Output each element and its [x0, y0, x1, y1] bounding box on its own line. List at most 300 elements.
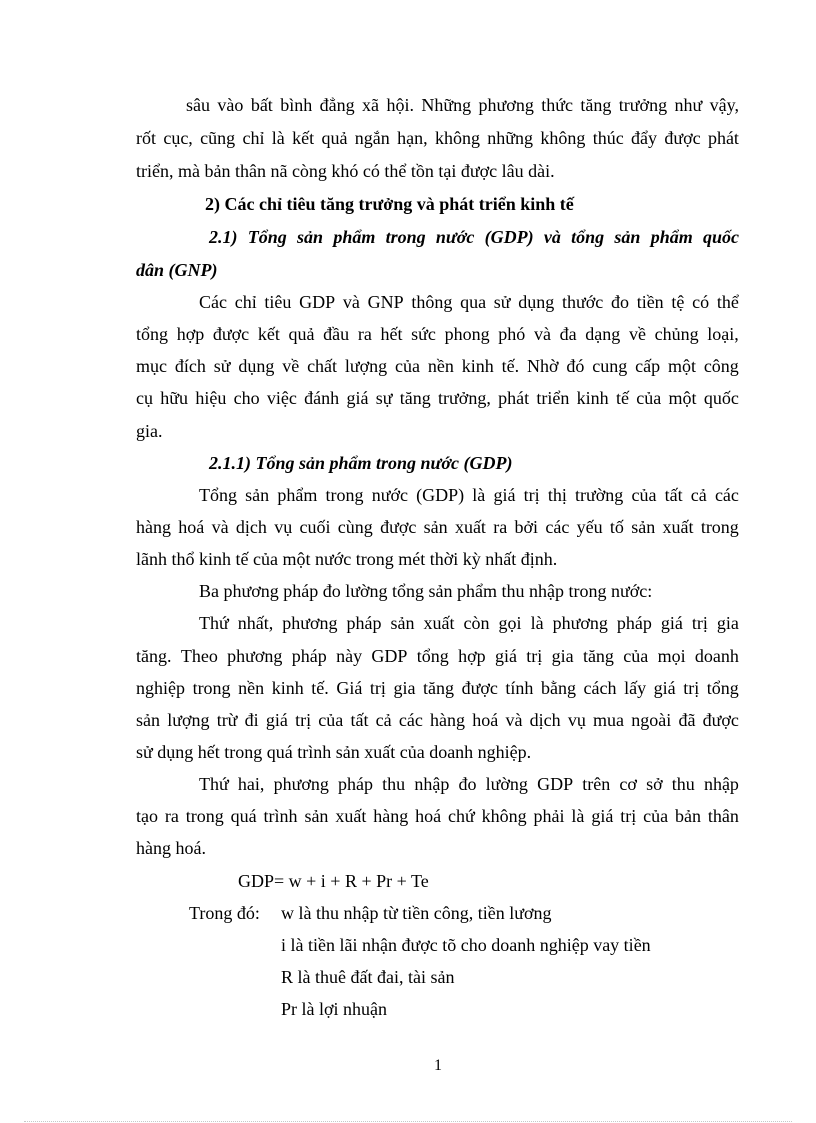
word: tiền [636, 292, 664, 312]
heading-section-2-1-line-1 [209, 226, 739, 248]
word: được [461, 678, 498, 698]
word: Thứ [199, 613, 229, 633]
word: của [643, 806, 669, 826]
paragraph-gdp-gnp-line-2 [136, 323, 739, 345]
word: chứ [448, 806, 475, 826]
paragraph-methods [199, 580, 652, 602]
word: chỉ [234, 292, 257, 312]
paragraph-gdp-gnp-line-1 [199, 291, 739, 313]
word: công [703, 356, 739, 376]
word: trị [691, 613, 708, 633]
word: gia [716, 613, 739, 633]
word: pháp [338, 774, 374, 794]
word: nước [371, 485, 408, 505]
word: của [318, 710, 344, 730]
word: giá [494, 646, 517, 666]
word: tiêu [264, 292, 292, 312]
paragraph-first-line-1 [199, 612, 739, 634]
paragraph-first-line-5 [136, 741, 531, 763]
text-gdp-gnp-2 [136, 323, 739, 345]
word: nghiệp [136, 678, 185, 698]
word: cung [592, 356, 628, 376]
word: phó [498, 324, 526, 344]
word: vụ [567, 710, 586, 730]
paragraph-second-line-1 [199, 773, 739, 795]
text-second-1 [199, 773, 739, 795]
text-gdp-def-3: lãnh thổ kinh tế của một nước trong mét thời kỳ nhất định. [136, 549, 558, 569]
word: tế [615, 388, 629, 408]
word: tệ [671, 292, 685, 312]
word: hữu [160, 388, 189, 408]
word: dạng [585, 324, 621, 344]
where-item-r [281, 966, 454, 988]
where-item-i-text: i là tiền lãi nhận được tõ cho doanh nghiệp vay tiền [281, 935, 651, 955]
heading-2-1-1-text: 2.1.1) Tổng sản phẩm trong nước (GDP) [209, 453, 513, 473]
word: vậy, [709, 95, 739, 115]
word: nền [238, 678, 265, 698]
paragraph-gdp-gnp-line-3 [136, 355, 739, 377]
text-gdp-def-1 [199, 484, 739, 506]
paragraph-intro-line-1 [186, 94, 739, 116]
text-gdp-gnp-3 [136, 355, 739, 377]
word: trị [369, 678, 386, 698]
word: thước [561, 292, 604, 312]
word: trị [523, 485, 540, 505]
word: sở [646, 774, 663, 794]
word: xuất [423, 613, 455, 633]
word: Các [199, 292, 227, 312]
word: kết [292, 128, 315, 148]
word: đo [610, 292, 629, 312]
word: không [540, 128, 586, 148]
word: là [530, 613, 544, 633]
text-gdp-gnp-4 [136, 387, 739, 409]
word: lấy [624, 678, 647, 698]
text-methods: Ba phương pháp đo lường tổng sản phẩm thu nhập trong nước: [199, 581, 653, 601]
word: hàng [136, 517, 171, 537]
word: không [434, 128, 480, 148]
word: tế. [311, 678, 329, 698]
word: không [481, 806, 527, 826]
word: pháp [291, 646, 327, 666]
word: quả [288, 324, 315, 344]
word: ra [493, 517, 508, 537]
word: sức [411, 324, 436, 344]
word: quốc [702, 227, 739, 247]
paragraph-second-line-2 [136, 805, 739, 827]
word: giá [591, 806, 614, 826]
word: yếu [576, 517, 603, 537]
word: kết [257, 324, 280, 344]
text-intro-3: triển, mà bản thân nã còng khó có thể tồn tại được lâu dài. [136, 161, 555, 181]
word: tổng [136, 324, 169, 344]
word: tất [350, 710, 369, 730]
word: lường [485, 774, 528, 794]
word: giá [346, 388, 369, 408]
word: gia [551, 646, 574, 666]
word: được [212, 324, 250, 344]
word: nhập [414, 774, 450, 794]
word: gia [393, 678, 416, 698]
text-first-2 [136, 645, 739, 667]
word: chỉ [242, 128, 265, 148]
word: sản [136, 710, 160, 730]
word: trên [582, 774, 611, 794]
word: đó [566, 356, 585, 376]
word: việc [266, 388, 297, 408]
word: thu [382, 774, 406, 794]
word: dịch [529, 710, 561, 730]
word: phát [498, 388, 530, 408]
word: sử [493, 292, 511, 312]
word: đa [559, 324, 577, 344]
word: được [380, 517, 417, 537]
heading-2-1-text-2: dân (GNP) [136, 260, 218, 280]
word: thu [671, 774, 695, 794]
word: đẳng [319, 95, 355, 115]
footer-divider [24, 1121, 792, 1122]
word: hàng [430, 710, 466, 730]
word: tăng. [136, 646, 172, 666]
word: tế. [501, 356, 520, 376]
word: phát [707, 128, 739, 148]
word: hợp [176, 324, 205, 344]
word: kinh [576, 388, 609, 408]
word: vụ [274, 517, 293, 537]
where-label-text: Trong đó: [189, 903, 260, 923]
word: Tổng [199, 485, 237, 505]
word: xuất [454, 517, 486, 537]
word: bình [280, 95, 313, 115]
text-first-4 [136, 709, 739, 731]
word: đầu [323, 324, 350, 344]
text-intro-1 [186, 94, 739, 116]
word: hội. [386, 95, 414, 115]
word: lượng [344, 356, 388, 376]
word: sản [423, 517, 448, 537]
word: dịch [235, 517, 267, 537]
word: cũng [200, 128, 236, 148]
word: tạo [136, 806, 158, 826]
word: bản [674, 806, 701, 826]
word: và [211, 517, 229, 537]
word: ra [357, 324, 372, 344]
word: xuất [335, 806, 367, 826]
word: (GDP) [416, 485, 465, 505]
word: hoá [415, 806, 442, 826]
word: hiệu [195, 388, 227, 408]
word: trong [325, 485, 364, 505]
word: Thứ [199, 774, 229, 794]
word: một [667, 356, 696, 376]
word: thể [716, 292, 739, 312]
word: hết [380, 324, 403, 344]
word: mọi [657, 646, 686, 666]
word: trưởng, [438, 388, 491, 408]
word: sản [390, 613, 415, 633]
heading-section-2-1-line-2 [136, 259, 218, 281]
text-second-2 [136, 805, 739, 827]
word: trị [526, 646, 543, 666]
word: những [487, 128, 534, 148]
word: đi [244, 710, 259, 730]
word: đã [678, 710, 696, 730]
word: dụng [238, 356, 275, 376]
word: cho [233, 388, 260, 408]
paragraph-intro-line-3 [136, 160, 555, 182]
word: đích [174, 356, 206, 376]
paragraph-second-line-3 [136, 837, 206, 859]
paragraph-gdp-gnp-line-4 [136, 387, 739, 409]
gdp-formula-text: GDP= w + i + R + Pr + Te [238, 871, 429, 891]
word: giá [660, 613, 683, 633]
word: cả [690, 485, 707, 505]
paragraph-gdp-def-line-1 [199, 484, 739, 506]
page-number: 1 [434, 1057, 442, 1074]
where-item-w-text: w là thu nhập từ tiền công, tiền lương [281, 903, 552, 923]
word: cuối [299, 517, 331, 537]
paragraph-gdp-gnp-line-5 [136, 420, 163, 442]
word: pháp [616, 613, 652, 633]
word: hoá [178, 517, 205, 537]
word: giá [493, 485, 516, 505]
word: một [668, 388, 697, 408]
word: đo [458, 774, 477, 794]
where-label [189, 902, 260, 924]
gdp-formula [238, 870, 429, 892]
word: ngắn [354, 128, 390, 148]
word: và [543, 227, 561, 247]
word: sản [297, 227, 324, 247]
word: còn [463, 613, 490, 633]
where-item-pr-text: Pr là lợi nhuận [281, 999, 388, 1019]
word: của [623, 646, 649, 666]
word: sử [213, 356, 231, 376]
word: tăng [423, 678, 455, 698]
word: tăng [582, 646, 614, 666]
word: cấp [635, 356, 661, 376]
word: phương [282, 613, 338, 633]
paragraph-gdp-def-line-2 [136, 516, 739, 538]
text-intro-2 [136, 127, 739, 149]
word: sản [614, 227, 641, 247]
word: hai, [237, 774, 265, 794]
word: trong [185, 806, 224, 826]
word: cùng [337, 517, 373, 537]
word: rốt [136, 128, 156, 148]
word: cả [375, 710, 392, 730]
heading-section-2-text: 2) Các chỉ tiêu tăng trưởng và phát triển kinh tế [205, 194, 574, 214]
word: thức [541, 95, 573, 115]
word: bởi [514, 517, 539, 537]
word: xã [362, 95, 380, 115]
word: GDP [299, 292, 336, 312]
word: này [336, 646, 363, 666]
word: pháp [346, 613, 382, 633]
word: Những [421, 95, 472, 115]
word: về [628, 324, 646, 344]
word: trong [192, 678, 231, 698]
word: cơ [619, 774, 637, 794]
word: dụng [518, 292, 555, 312]
paragraph-first-line-2 [136, 645, 739, 667]
word: xuất [662, 517, 694, 537]
word: sự [375, 388, 393, 408]
word: các [714, 485, 739, 505]
word: GNP [367, 292, 404, 312]
where-item-r-text: R là thuê đất đai, tài sản [281, 967, 455, 987]
word: sản [304, 806, 329, 826]
word: (GDP) [484, 227, 534, 247]
word: của [395, 356, 421, 376]
word: ngoài [631, 710, 672, 730]
word: 2.1) [209, 227, 238, 247]
word: tính [505, 678, 534, 698]
word: doanh [694, 646, 739, 666]
word: lượng [167, 710, 210, 730]
word: Nhờ [526, 356, 559, 376]
word: phương [478, 95, 534, 115]
word: phẩm [277, 485, 318, 505]
where-item-pr [281, 998, 387, 1020]
word: Giá [336, 678, 363, 698]
word: trưởng [618, 95, 668, 115]
text-first-3 [136, 677, 739, 699]
word: cách [583, 678, 617, 698]
heading-section-2-1-1 [209, 452, 512, 474]
word: của [631, 485, 657, 505]
word: cụ [136, 388, 153, 408]
word: trị [620, 806, 637, 826]
word: các [545, 517, 570, 537]
word: mục [136, 356, 167, 376]
heading-section-2 [205, 193, 574, 215]
word: loại, [707, 324, 739, 344]
word: nước [435, 227, 475, 247]
word: quả [321, 128, 348, 148]
text-first-5: sử dụng hết trong quá trình sản xuất của doanh nghiệp. [136, 742, 532, 762]
word: tăng [580, 95, 612, 115]
word: nhất, [237, 613, 274, 633]
word: giá [653, 678, 676, 698]
paragraph-first-line-3 [136, 677, 739, 699]
word: nền [427, 356, 454, 376]
word: trị [683, 678, 700, 698]
word: hợp [458, 646, 486, 666]
word: và [533, 324, 551, 344]
word: trong [700, 517, 739, 537]
heading-2-1-text-1 [209, 226, 739, 248]
text-first-1 [199, 612, 739, 634]
word: được [664, 128, 701, 148]
word: kinh [271, 678, 304, 698]
text-gdp-gnp-1 [199, 291, 739, 313]
word: cục, [163, 128, 193, 148]
word: được [702, 710, 739, 730]
paragraph-gdp-def-line-3 [136, 548, 557, 570]
word: phương [273, 774, 329, 794]
word: phẩm [333, 227, 376, 247]
word: hàng [373, 806, 409, 826]
word: tổng [416, 646, 449, 666]
word: là [271, 128, 285, 148]
word: đánh [304, 388, 340, 408]
word: quá [230, 806, 257, 826]
word: chất [307, 356, 338, 376]
word: trị [295, 710, 312, 730]
word: sâu [186, 95, 210, 115]
word: chủng [654, 324, 699, 344]
where-item-i [281, 934, 651, 956]
word: phương [227, 646, 283, 666]
word: có [692, 292, 710, 312]
word: phẩm [650, 227, 693, 247]
word: và [505, 710, 523, 730]
word: đẩy [631, 128, 658, 148]
word: và [342, 292, 360, 312]
paragraph-first-line-4 [136, 709, 739, 731]
text-second-3: hàng hoá. [136, 838, 206, 858]
word: phương [552, 613, 608, 633]
word: trong [385, 227, 426, 247]
word: là [571, 806, 585, 826]
word: trừ [216, 710, 238, 730]
word: là [472, 485, 486, 505]
word: qua [460, 292, 487, 312]
word: tố [609, 517, 624, 537]
word: giá [265, 710, 288, 730]
word: sản [245, 485, 270, 505]
word: phong [444, 324, 490, 344]
word: của [636, 388, 662, 408]
word: nhập [703, 774, 739, 794]
word: sản [631, 517, 656, 537]
word: trường [575, 485, 624, 505]
word: tất [664, 485, 683, 505]
word: tổng [571, 227, 605, 247]
word: thân [707, 806, 739, 826]
word: thông [411, 292, 453, 312]
word: thúc [592, 128, 624, 148]
word: Theo [180, 646, 218, 666]
word: các [398, 710, 423, 730]
word: mua [593, 710, 625, 730]
word: bằng [540, 678, 576, 698]
word: trình [263, 806, 298, 826]
word: phải [533, 806, 565, 826]
text-gdp-def-2 [136, 516, 739, 538]
word: Tổng [247, 227, 287, 247]
word: quốc [703, 388, 739, 408]
word: ra [164, 806, 179, 826]
word: thị [547, 485, 567, 505]
word: về [282, 356, 300, 376]
word: bất [250, 95, 273, 115]
paragraph-intro-line-2 [136, 127, 739, 149]
word: tăng [399, 388, 431, 408]
word: hoá [472, 710, 499, 730]
word: triển [536, 388, 570, 408]
word: tổng [706, 678, 739, 698]
where-item-w [281, 902, 551, 924]
text-gdp-gnp-5: gia. [136, 421, 163, 441]
word: GDP [537, 774, 574, 794]
word: vào [217, 95, 244, 115]
word: như [674, 95, 703, 115]
word: hạn, [397, 128, 428, 148]
word: GDP [371, 646, 408, 666]
word: kinh [461, 356, 494, 376]
